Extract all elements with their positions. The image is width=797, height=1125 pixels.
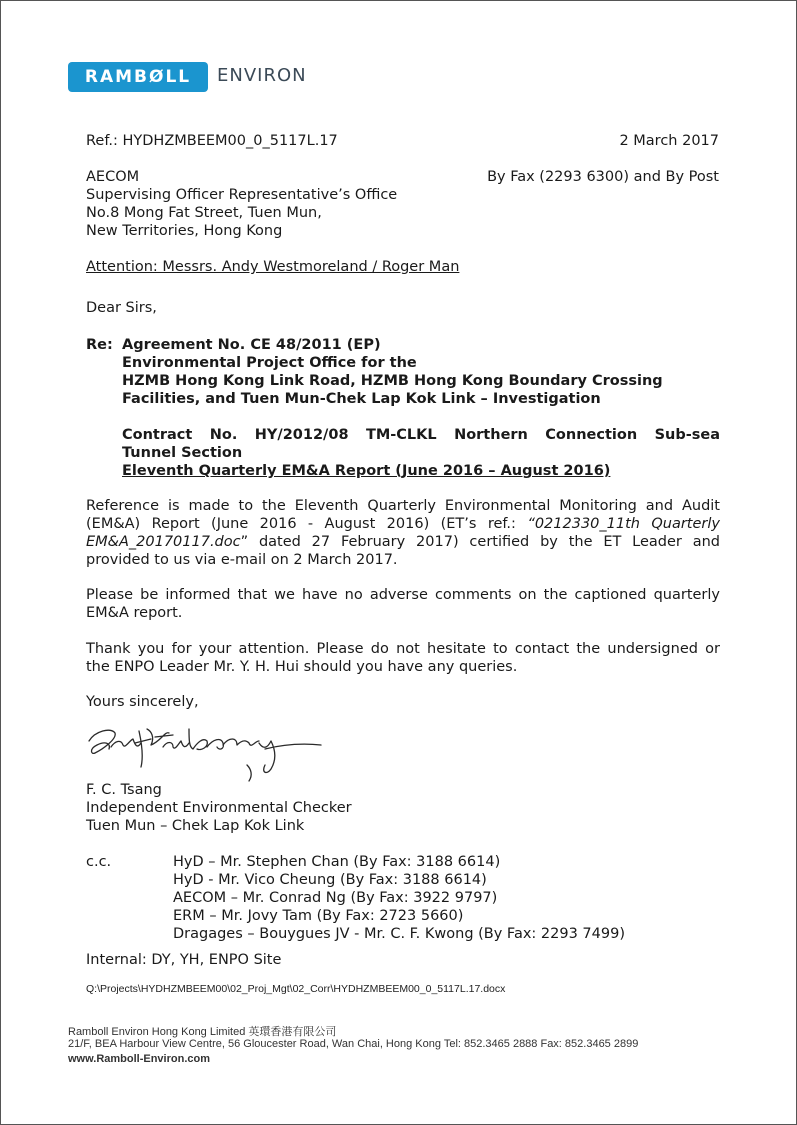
reference-number: Ref.: HYDHZMBEEM00_0_5117L.17 <box>86 133 338 149</box>
paragraph-reference <box>86 497 720 569</box>
paragraph-line: Please be informed that we have no adverse comments on the captioned quarterly <box>86 587 720 603</box>
logo-brand: RAMBØLL <box>84 67 192 87</box>
contract-line: Contract No. HY/2012/08 TM-CLKL Northern Connection Sub-sea <box>122 427 720 443</box>
footer-address: 21/F, BEA Harbour View Centre, 56 Gloucester Road, Wan Chai, Hong Kong Tel: 852.3465 2888 Fax: 852.3465 2899 <box>68 1038 639 1050</box>
cc-entry: Dragages – Bouygues JV - Mr. C. F. Kwong (By Fax: 2293 7499) <box>173 926 625 942</box>
paragraph-line <box>86 515 720 533</box>
filename-text: “0212330_11th Quarterly <box>527 516 720 532</box>
recipient-line: No.8 Mong Fat Street, Tuen Mun, <box>86 205 322 221</box>
cc-entry: HyD - Mr. Vico Cheung (By Fax: 3188 6614) <box>173 872 487 888</box>
paragraph-text: (EM&A) Report (June 2016 - August 2016) (ET’s ref.: <box>86 516 528 532</box>
closing: Yours sincerely, <box>86 694 199 710</box>
subject-line: HZMB Hong Kong Link Road, HZMB Hong Kong Boundary Crossing <box>122 373 663 389</box>
internal-distribution: Internal: DY, YH, ENPO Site <box>86 952 282 968</box>
cc-label: c.c. <box>86 854 112 870</box>
signatory-title: Independent Environmental Checker <box>86 800 352 816</box>
file-path: Q:\Projects\HYDHZMBEEM00\02_Proj_Mgt\02_Corr\HYDHZMBEEM00_0_5117L.17.docx <box>86 983 506 995</box>
paragraph-line: Reference is made to the Eleventh Quarterly Environmental Monitoring and Audit <box>86 498 720 514</box>
signatory-name: F. C. Tsang <box>86 782 162 798</box>
paragraph-comments <box>86 586 720 622</box>
paragraph-line <box>86 533 720 551</box>
recipient-line: AECOM <box>86 169 140 185</box>
cc-entry: HyD – Mr. Stephen Chan (By Fax: 3188 6614) <box>173 854 501 870</box>
subject-line: Facilities, and Tuen Mun-Chek Lap Kok Link – Investigation <box>122 391 601 407</box>
delivery-method: By Fax (2293 6300) and By Post <box>487 169 719 185</box>
paragraph-line: provided to us via e-mail on 2 March 2017. <box>86 552 398 568</box>
subject-line: Environmental Project Office for the <box>122 355 417 371</box>
signatory-project: Tuen Mun – Chek Lap Kok Link <box>86 818 305 834</box>
ramboll-logo <box>68 62 208 92</box>
logo-suffix: ENVIRON <box>217 65 307 86</box>
paragraph-contact <box>86 640 720 676</box>
contract-line: Tunnel Section <box>122 445 243 461</box>
paragraph-line: EM&A report. <box>86 605 183 621</box>
re-label: Re: <box>86 337 113 353</box>
salutation: Dear Sirs, <box>86 300 157 316</box>
footer-company: Ramboll Environ Hong Kong Limited 英環香港有限公司 <box>68 1026 337 1038</box>
attention-line: Attention: Messrs. Andy Westmoreland / Roger Man <box>86 259 460 275</box>
paragraph-text: ” dated 27 February 2017) certified by the ET Leader and <box>240 534 720 550</box>
paragraph-line: Thank you for your attention. Please do not hesitate to contact the undersigned or <box>86 641 720 657</box>
cc-entry: AECOM – Mr. Conrad Ng (By Fax: 3922 9797) <box>173 890 498 906</box>
letter-date: 2 March 2017 <box>619 133 719 149</box>
subject-line: Agreement No. CE 48/2011 (EP) <box>122 337 381 353</box>
footer-website: www.Ramboll-Environ.com <box>68 1053 210 1065</box>
handwritten-signature <box>81 719 331 789</box>
recipient-line: New Territories, Hong Kong <box>86 223 283 239</box>
recipient-line: Supervising Officer Representative’s Office <box>86 187 398 203</box>
cc-entry: ERM – Mr. Jovy Tam (By Fax: 2723 5660) <box>173 908 464 924</box>
filename-text: EM&A_20170117.doc <box>86 534 241 550</box>
paragraph-line: the ENPO Leader Mr. Y. H. Hui should you have any queries. <box>86 659 518 675</box>
report-title: Eleventh Quarterly EM&A Report (June 2016 – August 2016) <box>122 463 611 479</box>
